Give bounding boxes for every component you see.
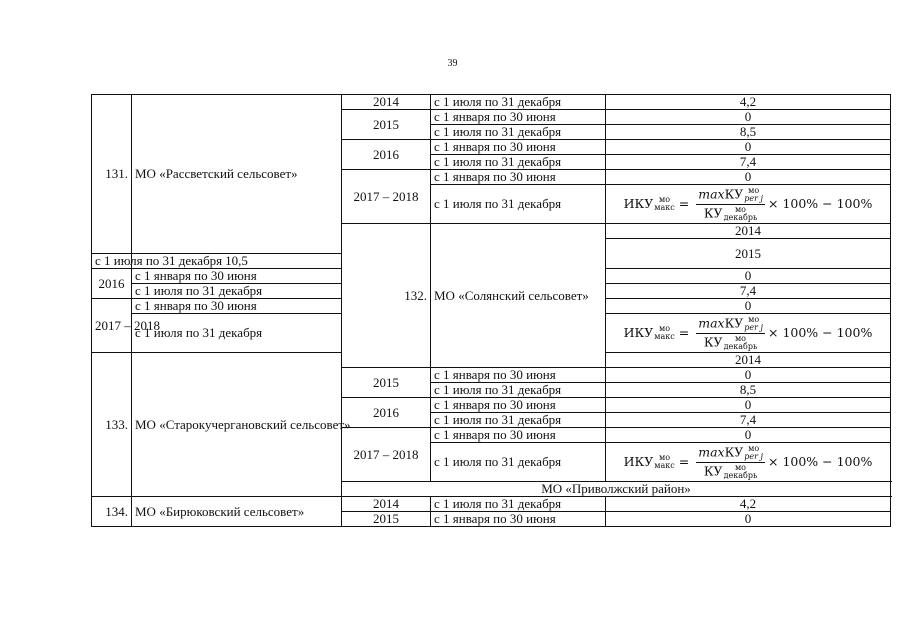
value-cell: 10,5 [132,254,342,269]
formula-den-sup: мо [734,462,746,472]
formula-lhs: ИКУ [623,325,654,340]
formula-den-sup: мо [734,333,746,343]
year-cell: 2017 – 2018 [342,170,431,224]
value-cell: 0 [606,110,891,125]
value-cell: 0 [606,269,891,284]
value-cell: 0 [606,512,891,527]
year-cell: 2016 [342,140,431,170]
period-cell: с 1 января по 30 июня [431,170,606,185]
formula-lhs: ИКУ [623,454,654,469]
year-cell: 2017 – 2018 [92,299,132,353]
max-index-formula [624,316,873,351]
period-cell: с 1 июля по 31 декабря [431,95,606,110]
period-cell: с 1 января по 30 июня [431,368,606,383]
value-cell: 7,4 [606,155,891,170]
formula-lhs-sup: мо [658,195,671,204]
year-cell: 2014 [606,224,891,239]
row-number: 131. [92,95,132,254]
formula-equals: = [678,325,690,340]
formula-lhs: ИКУ [623,196,654,211]
formula-tail: × 100% − 100% [768,325,873,340]
period-cell: с 1 июля по 31 декабря [431,383,606,398]
period-cell: с 1 июля по 31 декабря [431,125,606,140]
formula-equals: = [678,196,690,211]
year-cell: 2015 [342,110,431,140]
period-cell: с 1 июля по 31 декабря [431,413,606,428]
formula-num-sub: per j [744,451,763,461]
value-cell: 0 [606,368,891,383]
value-cell: 0 [606,170,891,185]
formula-num-sup: мо [748,443,760,453]
year-cell: 2017 – 2018 [342,428,431,482]
municipality-name: МО «Бирюковский сельсовет» [132,497,342,527]
period-cell: с 1 января по 30 июня [431,512,606,527]
year-cell: 2015 [342,512,431,527]
value-cell: 8,5 [606,125,891,140]
formula-tail: × 100% − 100% [768,196,873,211]
table-row [92,497,891,512]
period-cell: с 1 июля по 31 декабря [431,155,606,170]
municipality-name: МО «Рассветский сельсовет» [132,95,342,254]
max-index-formula [624,445,873,480]
period-cell: с 1 июля по 31 декабря [431,185,606,224]
formula-den-base: КУ [703,205,723,220]
period-cell: с 1 июля по 31 декабря [431,443,606,482]
tariff-table [91,94,891,527]
year-cell: 2016 [92,269,132,299]
year-cell: 2015 [342,368,431,398]
formula-max: max [698,315,725,330]
value-cell: 7,4 [606,284,891,299]
formula-num-sub: per j [744,193,763,203]
formula-den-base: КУ [703,334,723,349]
formula-lhs-sub: макс [654,332,675,341]
table-row [92,95,891,110]
row-number: 133. [92,353,132,497]
period-cell: с 1 января по 30 июня [132,299,342,314]
municipality-name: МО «Солянский сельсовет» [431,224,606,368]
row-number: 132. [342,224,431,368]
formula-cell [606,185,891,224]
period-cell: с 1 января по 30 июня [132,269,342,284]
period-cell: с 1 июля по 31 декабря [132,284,342,299]
period-cell: с 1 июля по 31 декабря [431,497,606,512]
formula-equals: = [678,454,690,469]
period-cell: с 1 января по 30 июня [431,110,606,125]
formula-max: max [698,186,725,201]
formula-cell [606,443,891,482]
formula-num-base: КУ [724,315,744,330]
formula-den-sub: декабрь [723,212,758,222]
formula-num-sup: мо [748,185,760,195]
period-cell: с 1 июля по 31 декабря [92,254,132,269]
value-cell: 0 [606,428,891,443]
value-cell: 0 [606,140,891,155]
formula-lhs-sub: макс [654,203,675,212]
formula-lhs-sub: макс [654,461,675,470]
formula-den-sup: мо [734,204,746,214]
value-cell: 7,4 [606,413,891,428]
formula-den-sub: декабрь [723,341,758,351]
max-index-formula [624,187,873,222]
section-header: МО «Приволжский район» [342,482,891,497]
formula-den-base: КУ [703,463,723,478]
year-cell: 2014 [342,497,431,512]
formula-lhs-sup: мо [658,324,671,333]
value-cell: 4,2 [606,497,891,512]
formula-lhs-sup: мо [658,453,671,462]
year-cell: 2014 [342,95,431,110]
formula-num-sup: мо [748,314,760,324]
formula-tail: × 100% − 100% [768,454,873,469]
year-cell: 2014 [606,353,891,368]
value-cell: 0 [606,398,891,413]
value-cell: 0 [606,299,891,314]
formula-max: max [698,444,725,459]
municipality-name: МО «Старокучергановский сельсовет» [132,353,342,497]
value-cell: 8,5 [606,383,891,398]
year-cell: 2016 [342,398,431,428]
value-cell: 4,2 [606,95,891,110]
formula-cell [606,314,891,353]
formula-num-base: КУ [724,186,744,201]
period-cell: с 1 января по 30 июня [431,140,606,155]
period-cell: с 1 июля по 31 декабря [132,314,342,353]
row-number: 134. [92,497,132,527]
page-number: 39 [447,58,458,69]
formula-num-base: КУ [724,444,744,459]
year-cell: 2015 [606,239,891,269]
period-cell: с 1 января по 30 июня [431,398,606,413]
formula-den-sub: декабрь [723,470,758,480]
formula-num-sub: per j [744,322,763,332]
period-cell: с 1 января по 30 июня [431,428,606,443]
